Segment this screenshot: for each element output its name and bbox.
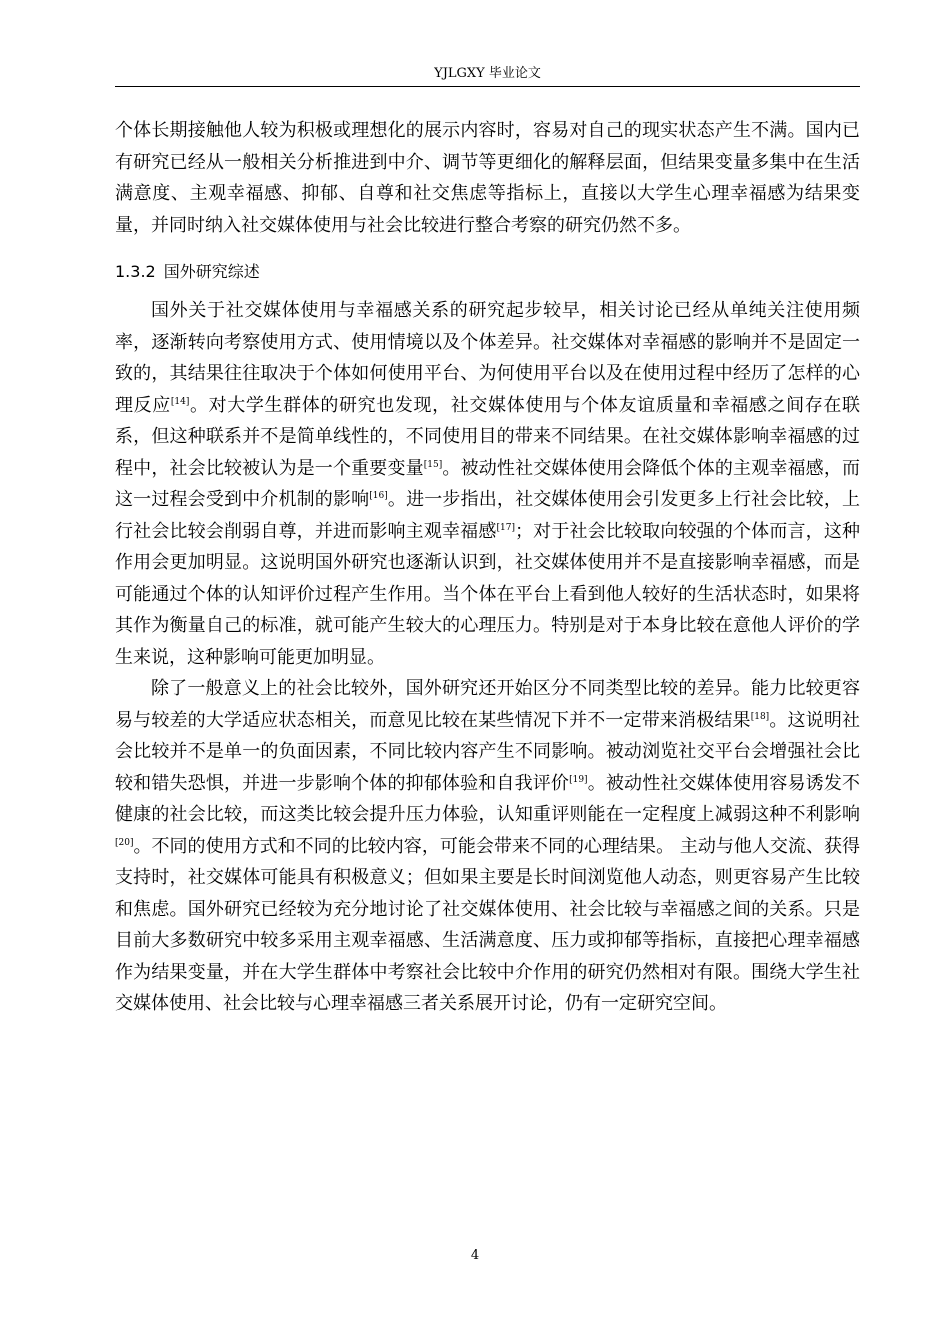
- section-heading: [115, 258, 860, 286]
- citation-14: [14]: [170, 396, 190, 407]
- paragraph-foreign-research: [115, 295, 860, 673]
- text-run: ；对于社会比较取向较强的个体而言，这种作用会更加明显。这说明国外研究也逐渐认识到，社交媒体使用并不是直接影响幸福感，而是可能通过个体的认知评价过程产生作用。当个体在平台上看到他人较好的生活状态时，如果将其作为衡量自己的标准，就可能产生较大的心理压力。特别是对于本身比较在意他人评价的学生来说，这种影响可能更加明显。: [115, 520, 861, 668]
- paragraph-comparison-types: [115, 673, 860, 1020]
- citation-15: [15]: [423, 459, 443, 470]
- page-header: YJLGXY 毕业论文: [434, 66, 541, 81]
- section-number: 1.3.2: [115, 262, 156, 281]
- header-rule: [115, 86, 860, 87]
- text-run: 。进一步指出，社交媒体使用会引发更多上行社会比较，上行社会比较会削弱自尊，并进而影响主观幸福感: [115, 489, 860, 542]
- section-title: 国外研究综述: [163, 262, 260, 281]
- page-body: [115, 115, 860, 1020]
- citation-16: [16]: [369, 491, 388, 501]
- paragraph-continued: 个体长期接触他人较为积极或理想化的展示内容时，容易对自己的现实状态产生不满。国内已有研究已经从一般相关分析推进到中介、调节等更细化的解释层面，但结果变量多集中在生活满意度、主观幸福感、抑郁、自尊和社交焦虑等指标上，直接以大学生心理幸福感为结果变量，并同时纳入社交媒体使用与社会比较进行整合考察的研究仍然不多。: [115, 120, 860, 236]
- text-run: 。对大学生群体的研究也发现，社交媒体使用与个体友谊质量和幸福感之间存在联系，但这种联系并不是简单线性的，不同使用目的带来不同结果。在社交媒体影响幸福感的过程中，社会比较被认为是一个重要变量: [115, 394, 861, 479]
- text-run: 。这说明社会比较并不是单一的负面因素，不同比较内容产生不同影响。被动浏览社交平台会增强社会比较和错失恐惧，并进一步影响个体的抑郁体验和自我评价: [115, 709, 861, 794]
- text-run: 。被动性社交媒体使用会降低个体的主观幸福感，而这一过程会受到中介机制的影响: [115, 457, 861, 510]
- text-run: 。不同的使用方式和不同的比较内容，可能会带来不同的心理结果。 主动与他人交流、获得支持时，社交媒体可能具有积极意义；但如果主要是长时间浏览他人动态，则更容易产生比较和焦虑。国外研究已经较为充分地讨论了社交媒体使用、社会比较与幸福感之间的关系。只是目前大多数研究中较多采用主观幸福感、生活满意度、压力或抑郁等指标，直接把心理幸福感作为结果变量，并在大学生群体中考察社会比较中介作用的研究仍然相对有限。围绕大学生社交媒体使用、社会比较与心理幸福感三者关系展开讨论，仍有一定研究空间。: [115, 835, 860, 1014]
- citation-18: [18]: [750, 711, 770, 722]
- text-run: 。被动性社交媒体使用容易诱发不健康的社会比较，而这类比较会提升压力体验，认知重评则能在一定程度上减弱这种不利影响: [115, 772, 861, 825]
- text-run: 除了一般意义上的社会比较外，国外研究还开始区分不同类型比较的差异。能力比较更容易与较差的大学适应状态相关，而意见比较在某些情况下并不一定带来消极结果: [115, 678, 860, 731]
- text-run: 国外关于社交媒体使用与幸福感关系的研究起步较早，相关讨论已经从单纯关注使用频率，逐渐转向考察使用方式、使用情境以及个体差异。社交媒体对幸福感的影响并不是固定一致的，其结果往往取决于个体如何使用平台、为何使用平台以及在使用过程中经历了怎样的心理反应: [115, 300, 860, 416]
- citation-20: [20]: [115, 837, 134, 848]
- citation-17: [17]: [496, 522, 515, 533]
- citation-19: [19]: [569, 774, 588, 785]
- page-number: 4: [470, 1248, 480, 1263]
